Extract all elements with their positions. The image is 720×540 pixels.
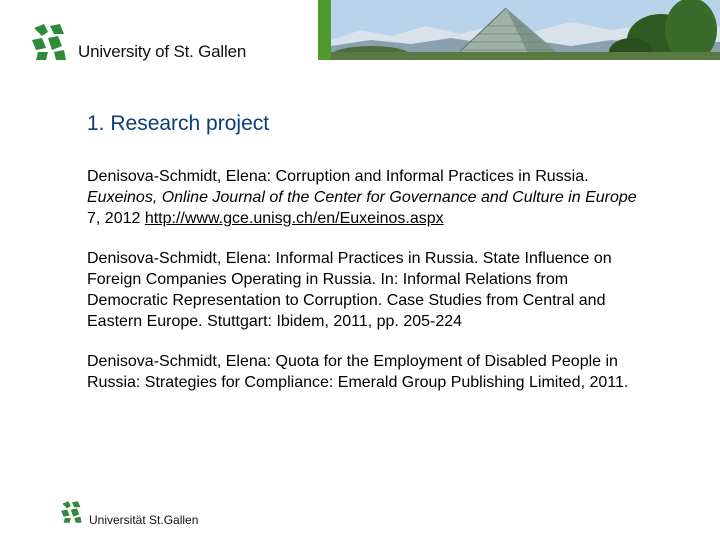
reference-line: Denisova-Schmidt, Elena: Quota for the Employment of Disabled People in [87, 353, 618, 370]
reference-line: Eastern Europe. Stuttgart: Ibidem, 2011, pp. 205-224 [87, 313, 463, 330]
reference-line: Russia: Strategies for Compliance: Emerald Group Publishing Limited, 2011. [87, 374, 629, 391]
reference-line: Democratic Representation to Corruption. Case Studies from Central and [87, 292, 606, 309]
reference-item [87, 351, 712, 393]
reference-link[interactable]: http://www.gce.unisg.ch/en/Euxeinos.aspx [144, 210, 444, 227]
reference-text: 7, 2012 [87, 210, 145, 227]
reference-item [87, 166, 712, 229]
footer-university-name: Universität St.Gallen [89, 513, 199, 527]
slide-header [0, 0, 720, 62]
reference-item [87, 248, 712, 332]
reference-line: Denisova-Schmidt, Elena: Informal Practices in Russia. State Influence on [87, 250, 612, 267]
university-name: University of St. Gallen [78, 42, 247, 61]
reference-line-with-link [87, 208, 712, 229]
campus-photo [331, 0, 720, 60]
slide-title: 1. Research project [87, 112, 270, 135]
brand-color-bar [318, 0, 331, 60]
hsg-logo-icon [60, 500, 84, 524]
reference-line: Foreign Companies Operating in Russia. In: Informal Relations from [87, 271, 569, 288]
reference-list [87, 166, 712, 412]
reference-line: Euxeinos, Online Journal of the Center for Governance and Culture in Europe [87, 189, 637, 206]
hsg-logo-icon [30, 22, 70, 62]
reference-line: Denisova-Schmidt, Elena: Corruption and Informal Practices in Russia. [87, 168, 589, 185]
